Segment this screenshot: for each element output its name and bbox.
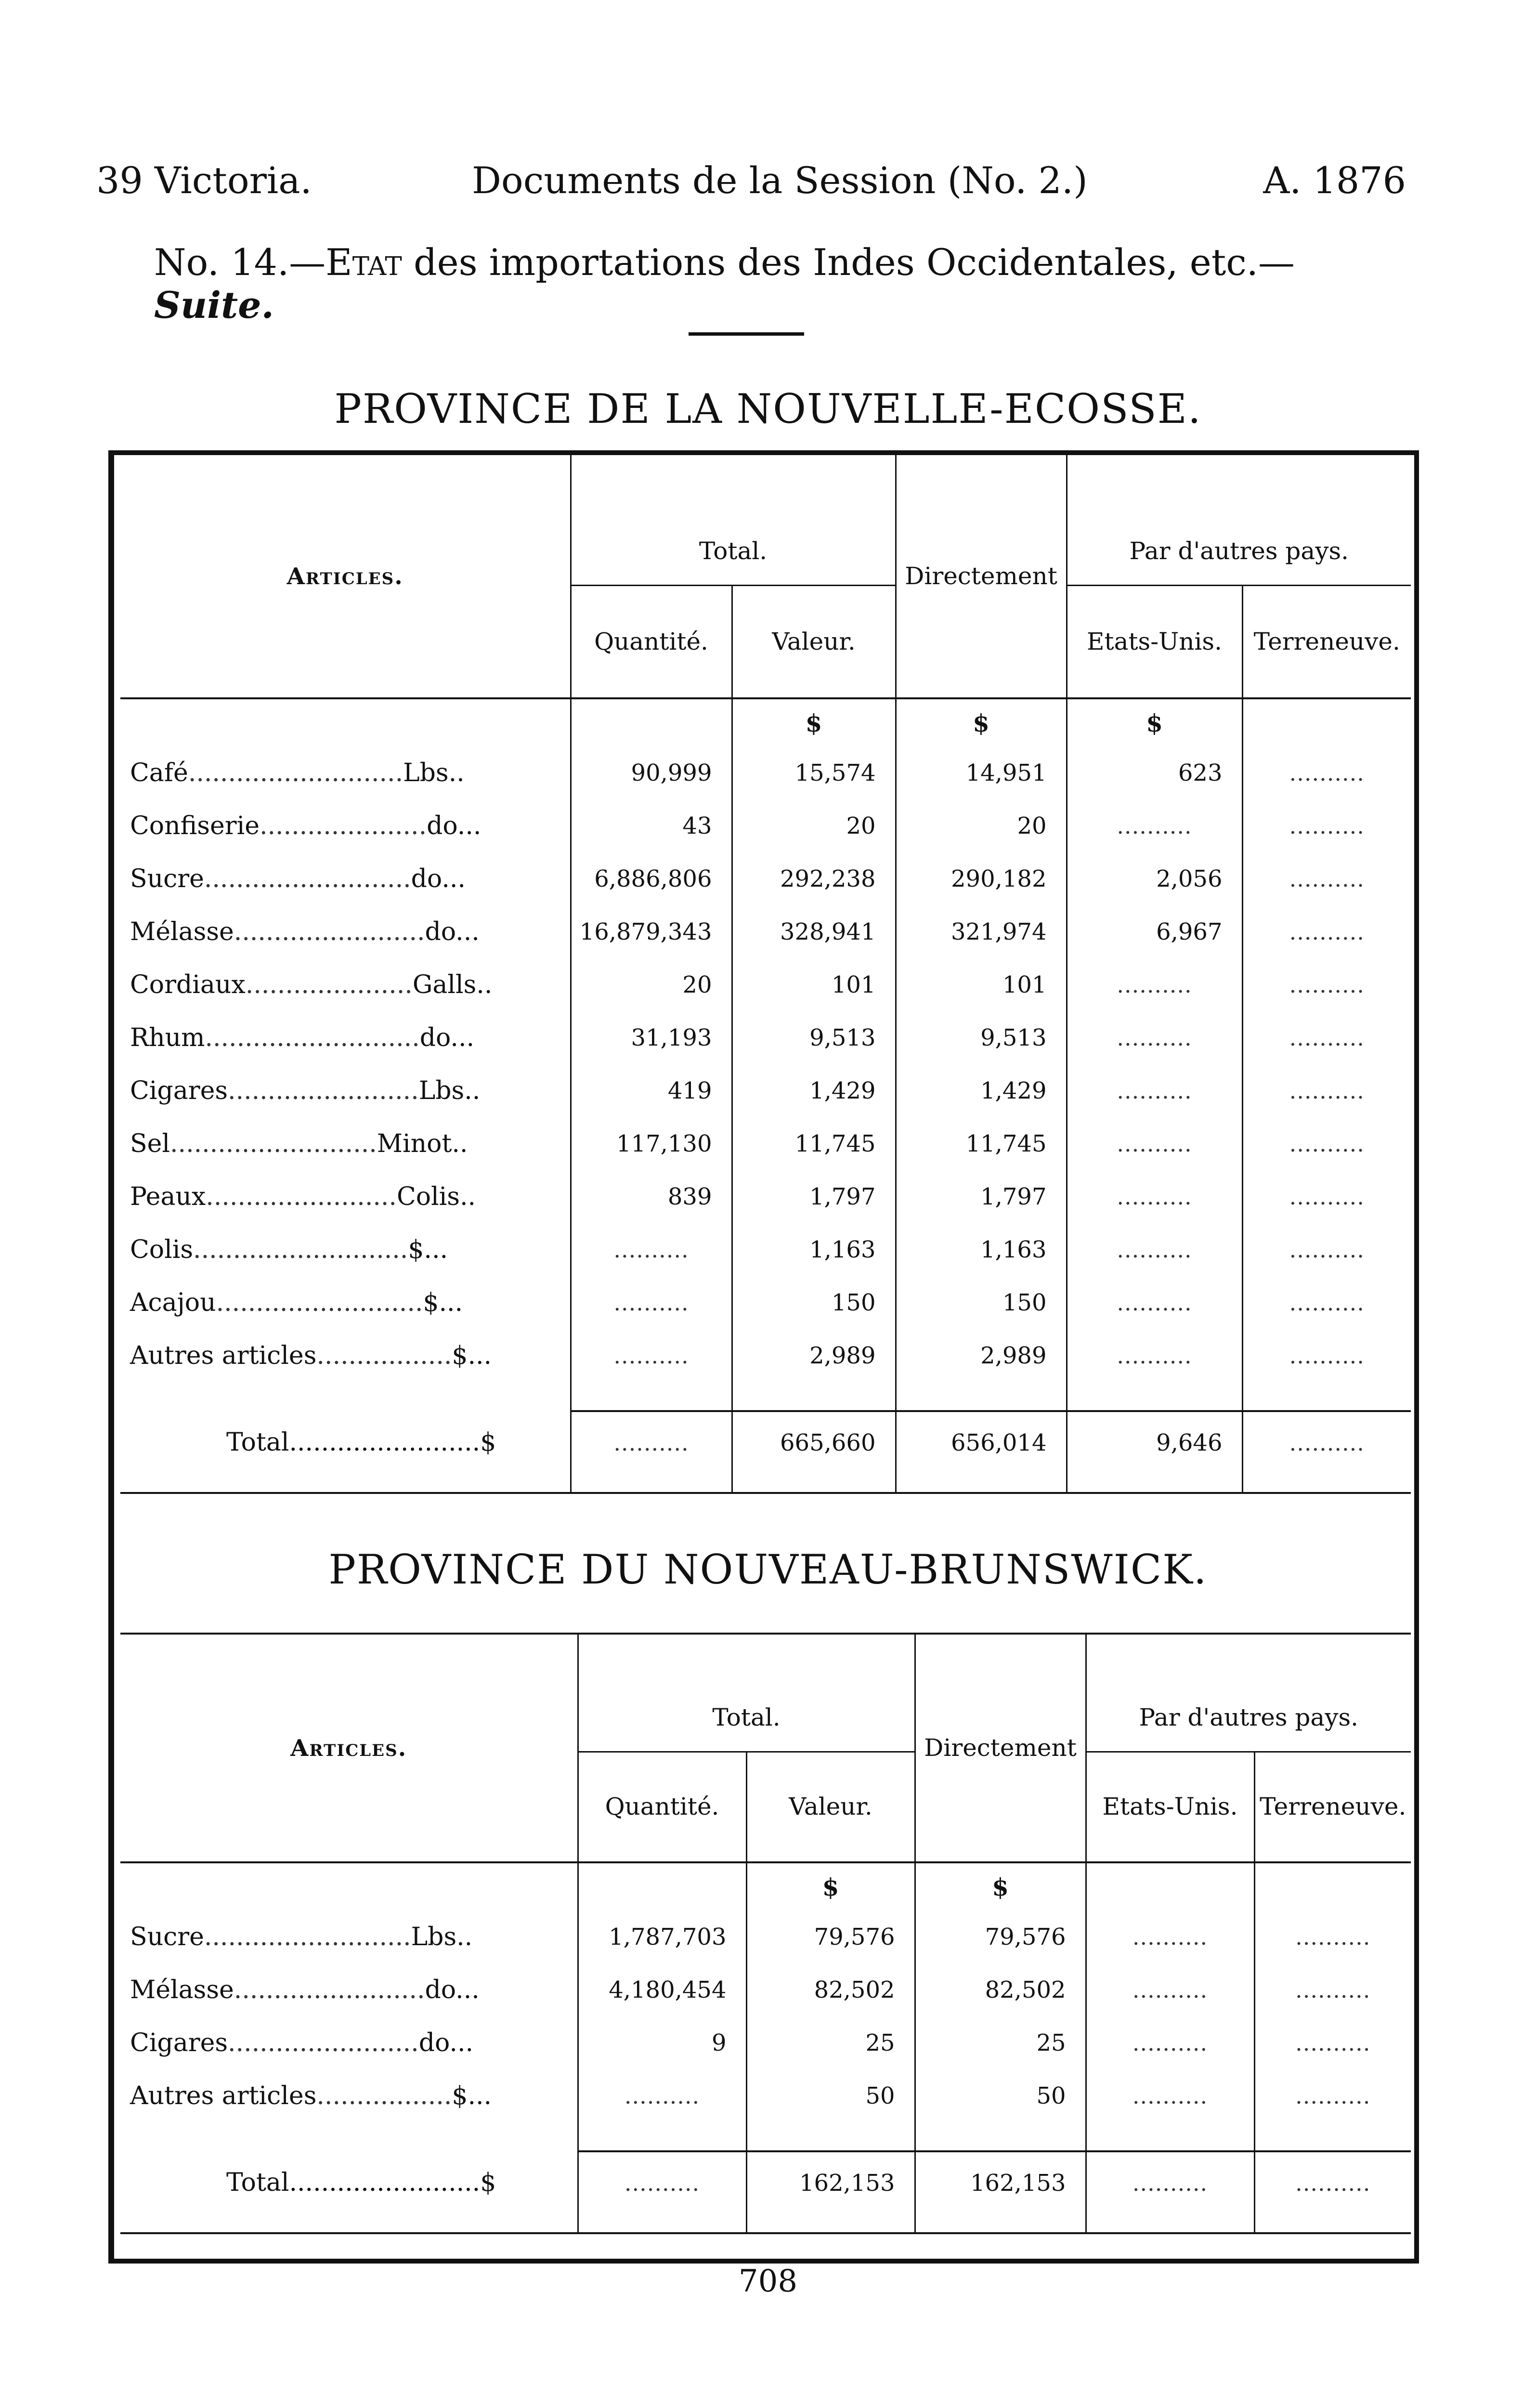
article-unit: $... <box>452 2081 492 2110</box>
short-rule <box>689 332 804 336</box>
total-etats-unis: 9,646 <box>1067 1411 1242 1474</box>
leader-dots: ........................... <box>205 1023 420 1052</box>
article-unit: do... <box>425 1976 480 2004</box>
subtitle-suite: Suite. <box>154 284 274 327</box>
article-unit: do... <box>411 864 466 893</box>
article-name: Cigares <box>130 1076 228 1105</box>
cell-terreneuve: .......... <box>1242 1011 1411 1064</box>
article-name: Café <box>130 759 188 787</box>
article-name: Sucre <box>130 1923 204 1951</box>
cell-etats-unis: 623 <box>1067 746 1242 799</box>
s1-autres-pays-header: Par d'autres pays. <box>1067 455 1411 585</box>
article-unit: Galls.. <box>412 970 493 999</box>
cell-etats-unis: .......... <box>1086 2016 1254 2069</box>
total-valeur: 665,660 <box>732 1411 896 1474</box>
cell-valeur: 9,513 <box>732 1011 896 1064</box>
table-row <box>120 1329 1411 1382</box>
total-valeur: 162,153 <box>746 2151 915 2214</box>
row-article-label <box>120 799 571 852</box>
row-article-label <box>120 1911 578 1963</box>
article-name: Cordiaux <box>130 970 246 999</box>
table-row <box>120 1011 1411 1064</box>
table-row <box>120 2069 1411 2122</box>
cell-directement: 1,797 <box>896 1170 1067 1223</box>
section1-title: PROVINCE DE LA NOUVELLE-ECOSSE. <box>334 385 1202 432</box>
leader-dots: ........................ <box>228 1076 419 1105</box>
cell-terreneuve: .......... <box>1242 1223 1411 1276</box>
article-unit: $... <box>408 1235 448 1264</box>
s2-terreneuve-header: Terreneuve. <box>1254 1752 1411 1862</box>
total-etats-unis: .......... <box>1086 2151 1254 2214</box>
article-name: Acajou <box>130 1288 216 1317</box>
article-unit: do... <box>427 811 482 840</box>
cell-quantite: 419 <box>571 1064 732 1117</box>
row-article-label <box>120 2016 578 2069</box>
cell-etats-unis: .......... <box>1067 799 1242 852</box>
subtitle-etat: Etat <box>325 241 402 284</box>
cell-quantite: .......... <box>571 1329 732 1382</box>
cell-directement: 1,429 <box>896 1064 1067 1117</box>
table-row <box>120 1064 1411 1117</box>
total-row <box>120 2151 1411 2214</box>
leader-dots: ........................ <box>228 2028 419 2057</box>
section2-table <box>120 1633 1411 2234</box>
section2-title: PROVINCE DU NOUVEAU-BRUNSWICK. <box>328 1546 1208 1593</box>
leader-dots: .......................... <box>216 1288 423 1317</box>
cell-quantite: .......... <box>571 1276 732 1329</box>
cell-directement: 150 <box>896 1276 1067 1329</box>
cell-valeur: 101 <box>732 958 896 1011</box>
row-article-label <box>120 2069 578 2122</box>
total-quantite: .......... <box>571 1411 732 1474</box>
cell-etats-unis: .......... <box>1086 2069 1254 2122</box>
cell-directement: 50 <box>915 2069 1086 2122</box>
cell-quantite: .......... <box>571 1223 732 1276</box>
leader-dots: ................. <box>316 2081 452 2110</box>
cell-terreneuve: .......... <box>1242 1170 1411 1223</box>
s2-valeur-header: Valeur. <box>746 1752 915 1862</box>
row-article-label <box>120 905 571 958</box>
leader-dots: .......................... <box>170 1129 377 1158</box>
article-name: Sucre <box>130 864 204 893</box>
table-row <box>120 1963 1411 2016</box>
s1-currency-directement: $ <box>896 698 1067 746</box>
leader-dots: ..................... <box>260 811 427 840</box>
s1-currency-etats-unis: $ <box>1067 698 1242 746</box>
table-row <box>120 746 1411 799</box>
cell-quantite: 90,999 <box>571 746 732 799</box>
cell-directement: 25 <box>915 2016 1086 2069</box>
article-name: Sel <box>130 1129 170 1158</box>
cell-directement: 82,502 <box>915 1963 1086 2016</box>
article-name: Autres articles <box>130 1341 317 1370</box>
cell-valeur: 15,574 <box>732 746 896 799</box>
section1-table <box>120 455 1411 1494</box>
cell-valeur: 25 <box>746 2016 915 2069</box>
table-row <box>120 799 1411 852</box>
table-row <box>120 852 1411 905</box>
table-row <box>120 1170 1411 1223</box>
article-unit: $... <box>423 1288 463 1317</box>
leader-dots: .......................... <box>204 864 411 893</box>
total-directement: 162,153 <box>915 2151 1086 2214</box>
cell-etats-unis: .......... <box>1067 1170 1242 1223</box>
cell-etats-unis: .......... <box>1086 1911 1254 1963</box>
cell-quantite: 16,879,343 <box>571 905 732 958</box>
table-row <box>120 1276 1411 1329</box>
table-row <box>120 905 1411 958</box>
cell-quantite: 20 <box>571 958 732 1011</box>
s2-etats-unis-header: Etats-Unis. <box>1086 1752 1254 1862</box>
leader-dots: ........................... <box>188 759 404 787</box>
s2-directement-header: Directement <box>915 1634 1086 1862</box>
total-label <box>120 2151 578 2214</box>
cell-etats-unis: .......... <box>1067 1276 1242 1329</box>
cell-etats-unis: .......... <box>1067 1223 1242 1276</box>
s1-valeur-header: Valeur. <box>732 585 896 698</box>
cell-valeur: 82,502 <box>746 1963 915 2016</box>
leader-dots: ........................ <box>206 1182 397 1211</box>
row-article-label <box>120 1329 571 1382</box>
cell-terreneuve: .......... <box>1242 1276 1411 1329</box>
cell-etats-unis: 6,967 <box>1067 905 1242 958</box>
cell-etats-unis: .......... <box>1067 1117 1242 1170</box>
cell-terreneuve: .......... <box>1254 1911 1411 1963</box>
row-article-label <box>120 1223 571 1276</box>
cell-directement: 2,989 <box>896 1329 1067 1382</box>
s1-articles-header: Articles. <box>120 455 571 698</box>
cell-quantite: 43 <box>571 799 732 852</box>
row-article-label <box>120 746 571 799</box>
cell-valeur: 20 <box>732 799 896 852</box>
cell-valeur: 150 <box>732 1276 896 1329</box>
article-name: Rhum <box>130 1023 205 1052</box>
article-name: Confiserie <box>130 811 260 840</box>
cell-directement: 9,513 <box>896 1011 1067 1064</box>
s2-autres-pays-header: Par d'autres pays. <box>1086 1634 1411 1752</box>
s1-etats-unis-header: Etats-Unis. <box>1067 585 1242 698</box>
row-article-label <box>120 852 571 905</box>
table-row <box>120 1911 1411 1963</box>
row-article-label <box>120 1117 571 1170</box>
total-directement: 656,014 <box>896 1411 1067 1474</box>
page-header <box>96 159 1406 217</box>
s2-total-header: Total. <box>578 1634 915 1752</box>
s1-terreneuve-header: Terreneuve. <box>1242 585 1411 698</box>
article-unit: do... <box>418 2028 474 2057</box>
cell-directement: 14,951 <box>896 746 1067 799</box>
leader-dots: ........................ <box>289 2168 481 2197</box>
table-row <box>120 1223 1411 1276</box>
cell-etats-unis: .......... <box>1067 1011 1242 1064</box>
total-row <box>120 1411 1411 1474</box>
article-unit: Lbs.. <box>411 1923 473 1951</box>
article-unit: Lbs.. <box>418 1076 481 1105</box>
cell-valeur: 2,989 <box>732 1329 896 1382</box>
s2-quantite-header: Quantité. <box>578 1752 746 1862</box>
article-name: Cigares <box>130 2028 228 2057</box>
cell-etats-unis: .......... <box>1067 1329 1242 1382</box>
s1-currency-valeur: $ <box>732 698 896 746</box>
cell-terreneuve: .......... <box>1242 1064 1411 1117</box>
article-unit: do... <box>419 1023 475 1052</box>
s1-quantite-header: Quantité. <box>571 585 732 698</box>
cell-directement: 101 <box>896 958 1067 1011</box>
cell-quantite: 839 <box>571 1170 732 1223</box>
s2-currency-valeur: $ <box>746 1862 915 1911</box>
total-unit: $ <box>480 1428 496 1457</box>
article-unit: Minot.. <box>377 1129 468 1158</box>
row-article-label <box>120 1011 571 1064</box>
s1-directement-header: Directement <box>896 455 1067 698</box>
cell-valeur: 1,429 <box>732 1064 896 1117</box>
cell-quantite: 4,180,454 <box>578 1963 746 2016</box>
cell-directement: 79,576 <box>915 1911 1086 1963</box>
leader-dots: ........................ <box>234 1976 425 2004</box>
s2-currency-directement: $ <box>915 1862 1086 1911</box>
table-row <box>120 2016 1411 2069</box>
subtitle-middle: des importations des Indes Occidentales, etc.— <box>402 241 1295 284</box>
header-right: A. 1876 <box>1263 159 1406 202</box>
cell-quantite: .......... <box>578 2069 746 2122</box>
total-terreneuve: .......... <box>1254 2151 1411 2214</box>
cell-valeur: 328,941 <box>732 905 896 958</box>
cell-directement: 290,182 <box>896 852 1067 905</box>
cell-valeur: 1,163 <box>732 1223 896 1276</box>
cell-quantite: 31,193 <box>571 1011 732 1064</box>
cell-terreneuve: .......... <box>1254 1963 1411 2016</box>
cell-valeur: 79,576 <box>746 1911 915 1963</box>
cell-quantite: 9 <box>578 2016 746 2069</box>
row-article-label <box>120 1064 571 1117</box>
leader-dots: ........................ <box>234 917 425 946</box>
cell-etats-unis: .......... <box>1067 1064 1242 1117</box>
article-unit: Colis.. <box>396 1182 476 1211</box>
cell-terreneuve: .......... <box>1242 852 1411 905</box>
article-unit: do... <box>425 917 480 946</box>
cell-quantite: 6,886,806 <box>571 852 732 905</box>
article-name: Autres articles <box>130 2081 317 2110</box>
cell-terreneuve: .......... <box>1254 2016 1411 2069</box>
total-quantite: .......... <box>578 2151 746 2214</box>
cell-terreneuve: .......... <box>1242 1117 1411 1170</box>
header-center: Documents de la Session (No. 2.) <box>472 159 1088 202</box>
leader-dots: .......................... <box>204 1923 411 1951</box>
article-name: Mélasse <box>130 1976 234 2004</box>
article-name: Mélasse <box>130 917 234 946</box>
header-left: 39 Victoria. <box>96 159 312 202</box>
article-unit: Lbs.. <box>403 759 465 787</box>
article-name: Colis <box>130 1235 194 1264</box>
cell-etats-unis: 2,056 <box>1067 852 1242 905</box>
cell-terreneuve: .......... <box>1242 958 1411 1011</box>
article-name: Peaux <box>130 1182 206 1211</box>
cell-directement: 1,163 <box>896 1223 1067 1276</box>
row-article-label <box>120 958 571 1011</box>
leader-dots: ........................ <box>289 1428 481 1457</box>
row-article-label <box>120 1276 571 1329</box>
table-row <box>120 958 1411 1011</box>
cell-terreneuve: .......... <box>1242 746 1411 799</box>
leader-dots: ........................... <box>193 1235 408 1264</box>
cell-directement: 11,745 <box>896 1117 1067 1170</box>
cell-quantite: 1,787,703 <box>578 1911 746 1963</box>
total-label <box>120 1411 571 1474</box>
cell-terreneuve: .......... <box>1254 2069 1411 2122</box>
document-subtitle <box>154 241 1406 327</box>
row-article-label <box>120 1170 571 1223</box>
page-number: 708 <box>738 2264 798 2299</box>
cell-valeur: 50 <box>746 2069 915 2122</box>
total-terreneuve: .......... <box>1242 1411 1411 1474</box>
total-name: Total <box>226 2168 289 2197</box>
total-name: Total <box>226 1428 289 1457</box>
cell-quantite: 117,130 <box>571 1117 732 1170</box>
cell-etats-unis: .......... <box>1067 958 1242 1011</box>
cell-valeur: 1,797 <box>732 1170 896 1223</box>
article-unit: $... <box>452 1341 492 1370</box>
s1-total-header: Total. <box>571 455 896 585</box>
cell-directement: 321,974 <box>896 905 1067 958</box>
subtitle-prefix: No. 14.— <box>154 241 326 284</box>
leader-dots: ..................... <box>245 970 413 999</box>
table-row <box>120 1117 1411 1170</box>
leader-dots: ................. <box>316 1341 452 1370</box>
cell-valeur: 292,238 <box>732 852 896 905</box>
cell-valeur: 11,745 <box>732 1117 896 1170</box>
cell-terreneuve: .......... <box>1242 799 1411 852</box>
s2-articles-header: Articles. <box>120 1634 578 1862</box>
total-unit: $ <box>480 2168 496 2197</box>
cell-terreneuve: .......... <box>1242 905 1411 958</box>
cell-directement: 20 <box>896 799 1067 852</box>
cell-etats-unis: .......... <box>1086 1963 1254 2016</box>
cell-terreneuve: .......... <box>1242 1329 1411 1382</box>
row-article-label <box>120 1963 578 2016</box>
